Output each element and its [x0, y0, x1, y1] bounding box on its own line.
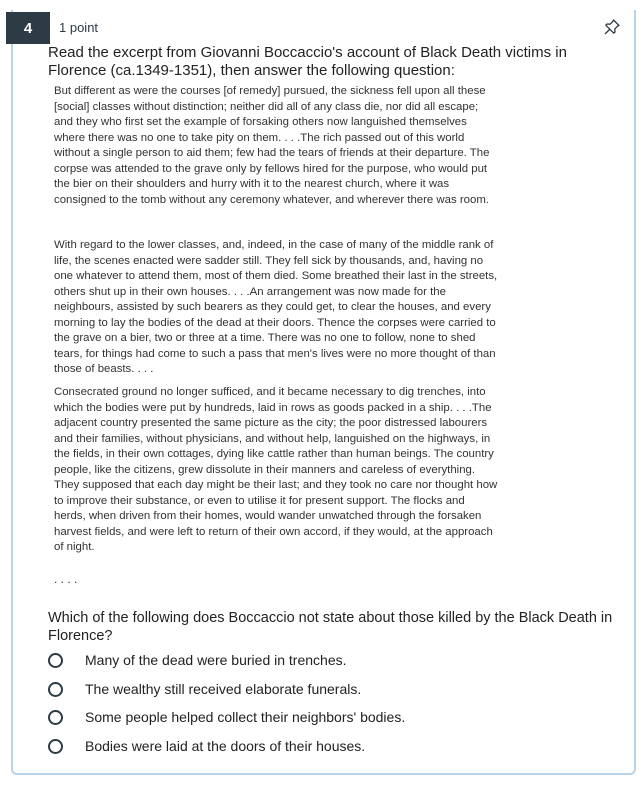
answer-label: Many of the dead were buried in trenches. [85, 652, 347, 668]
question-prompt: Read the excerpt from Giovanni Boccaccio's account of Black Death victims in Florence (ca.1349-1351), then answer the following question: [48, 44, 567, 79]
answer-option[interactable] [48, 706, 405, 728]
radio-button[interactable] [48, 653, 63, 668]
answer-label: Some people helped collect their neighbors' bodies. [85, 709, 406, 725]
question-text: Which of the following does Boccaccio not state about those killed by the Black Death in Florence? [48, 610, 613, 644]
pin-icon[interactable] [603, 18, 621, 36]
excerpt-paragraph: But different as were the courses [of remedy] pursued, the sickness fell upon all these [social] classes without distinction; neither did all of any class die, nor did all escape; and they who first set the example of forsaking others now languished themselves where there was no one to take pity on them. . . .The rich passed out of this world without a single person to aid them; few had the tears of friends at their departure. The corpse was attended to the grave only by fellows hired for the purpose, who would put the bier on their shoulders and hurry with it to the nearest church, where it was consigned to the tomb without any ceremony whatever, and wherever there was room. [54, 85, 490, 206]
answer-label: The wealthy still received elaborate funerals. [85, 681, 362, 697]
excerpt-paragraph: Consecrated ground no longer sufficed, and it became necessary to dig trenches, into which the bodies were put by hundreds, laid in rows as goods packed in a ship. . . .The adjacent country presented the same picture as the city; the poor distressed labourers and their families, without physicians, and without help, languished on the highways, in the fields, in their own cottages, dying like cattle rather than human beings. The country people, like the citizens, grew dissolute in their manners and careless of everything. They supposed that each day might be their last; and they took no care nor thought how to improve their substance, or even to utilise it for present support. The flocks and herds, when driven from their homes, would wander unwatched through the forsaken harvest fields, and were left to return of their own accord, if they would, at the approach of night. [54, 386, 498, 553]
radio-button[interactable] [48, 739, 63, 754]
radio-button[interactable] [48, 682, 63, 697]
answer-option[interactable] [48, 735, 365, 757]
excerpt-paragraph: With regard to the lower classes, and, indeed, in the case of many of the middle rank of life, the scenes enacted were sadder still. They fell sick by thousands, and, having no one whatever to attend them, most of them died. Some breathed their last in the streets, others shut up in their own houses. . . .An arrangement was now made for the neighbours, assisted by such bearers as they could get, to clear the houses, and every morning to lay the bodies of the dead at their doors. Thence the corpses were carried to the grave on a bier, two or three at a time. There was no one to follow, none to shed tears, for things had come to such a pass that men's lives were no more thought of than those of beasts. . . . [54, 239, 498, 375]
answer-option[interactable] [48, 649, 347, 671]
answer-label: Bodies were laid at the doors of their houses. [85, 738, 366, 754]
question-points: 1 point [59, 20, 99, 35]
question-number-badge: 4 [6, 12, 50, 44]
excerpt-ellipsis: . . . . [54, 572, 78, 586]
answer-option[interactable] [48, 678, 361, 700]
radio-button[interactable] [48, 710, 63, 725]
